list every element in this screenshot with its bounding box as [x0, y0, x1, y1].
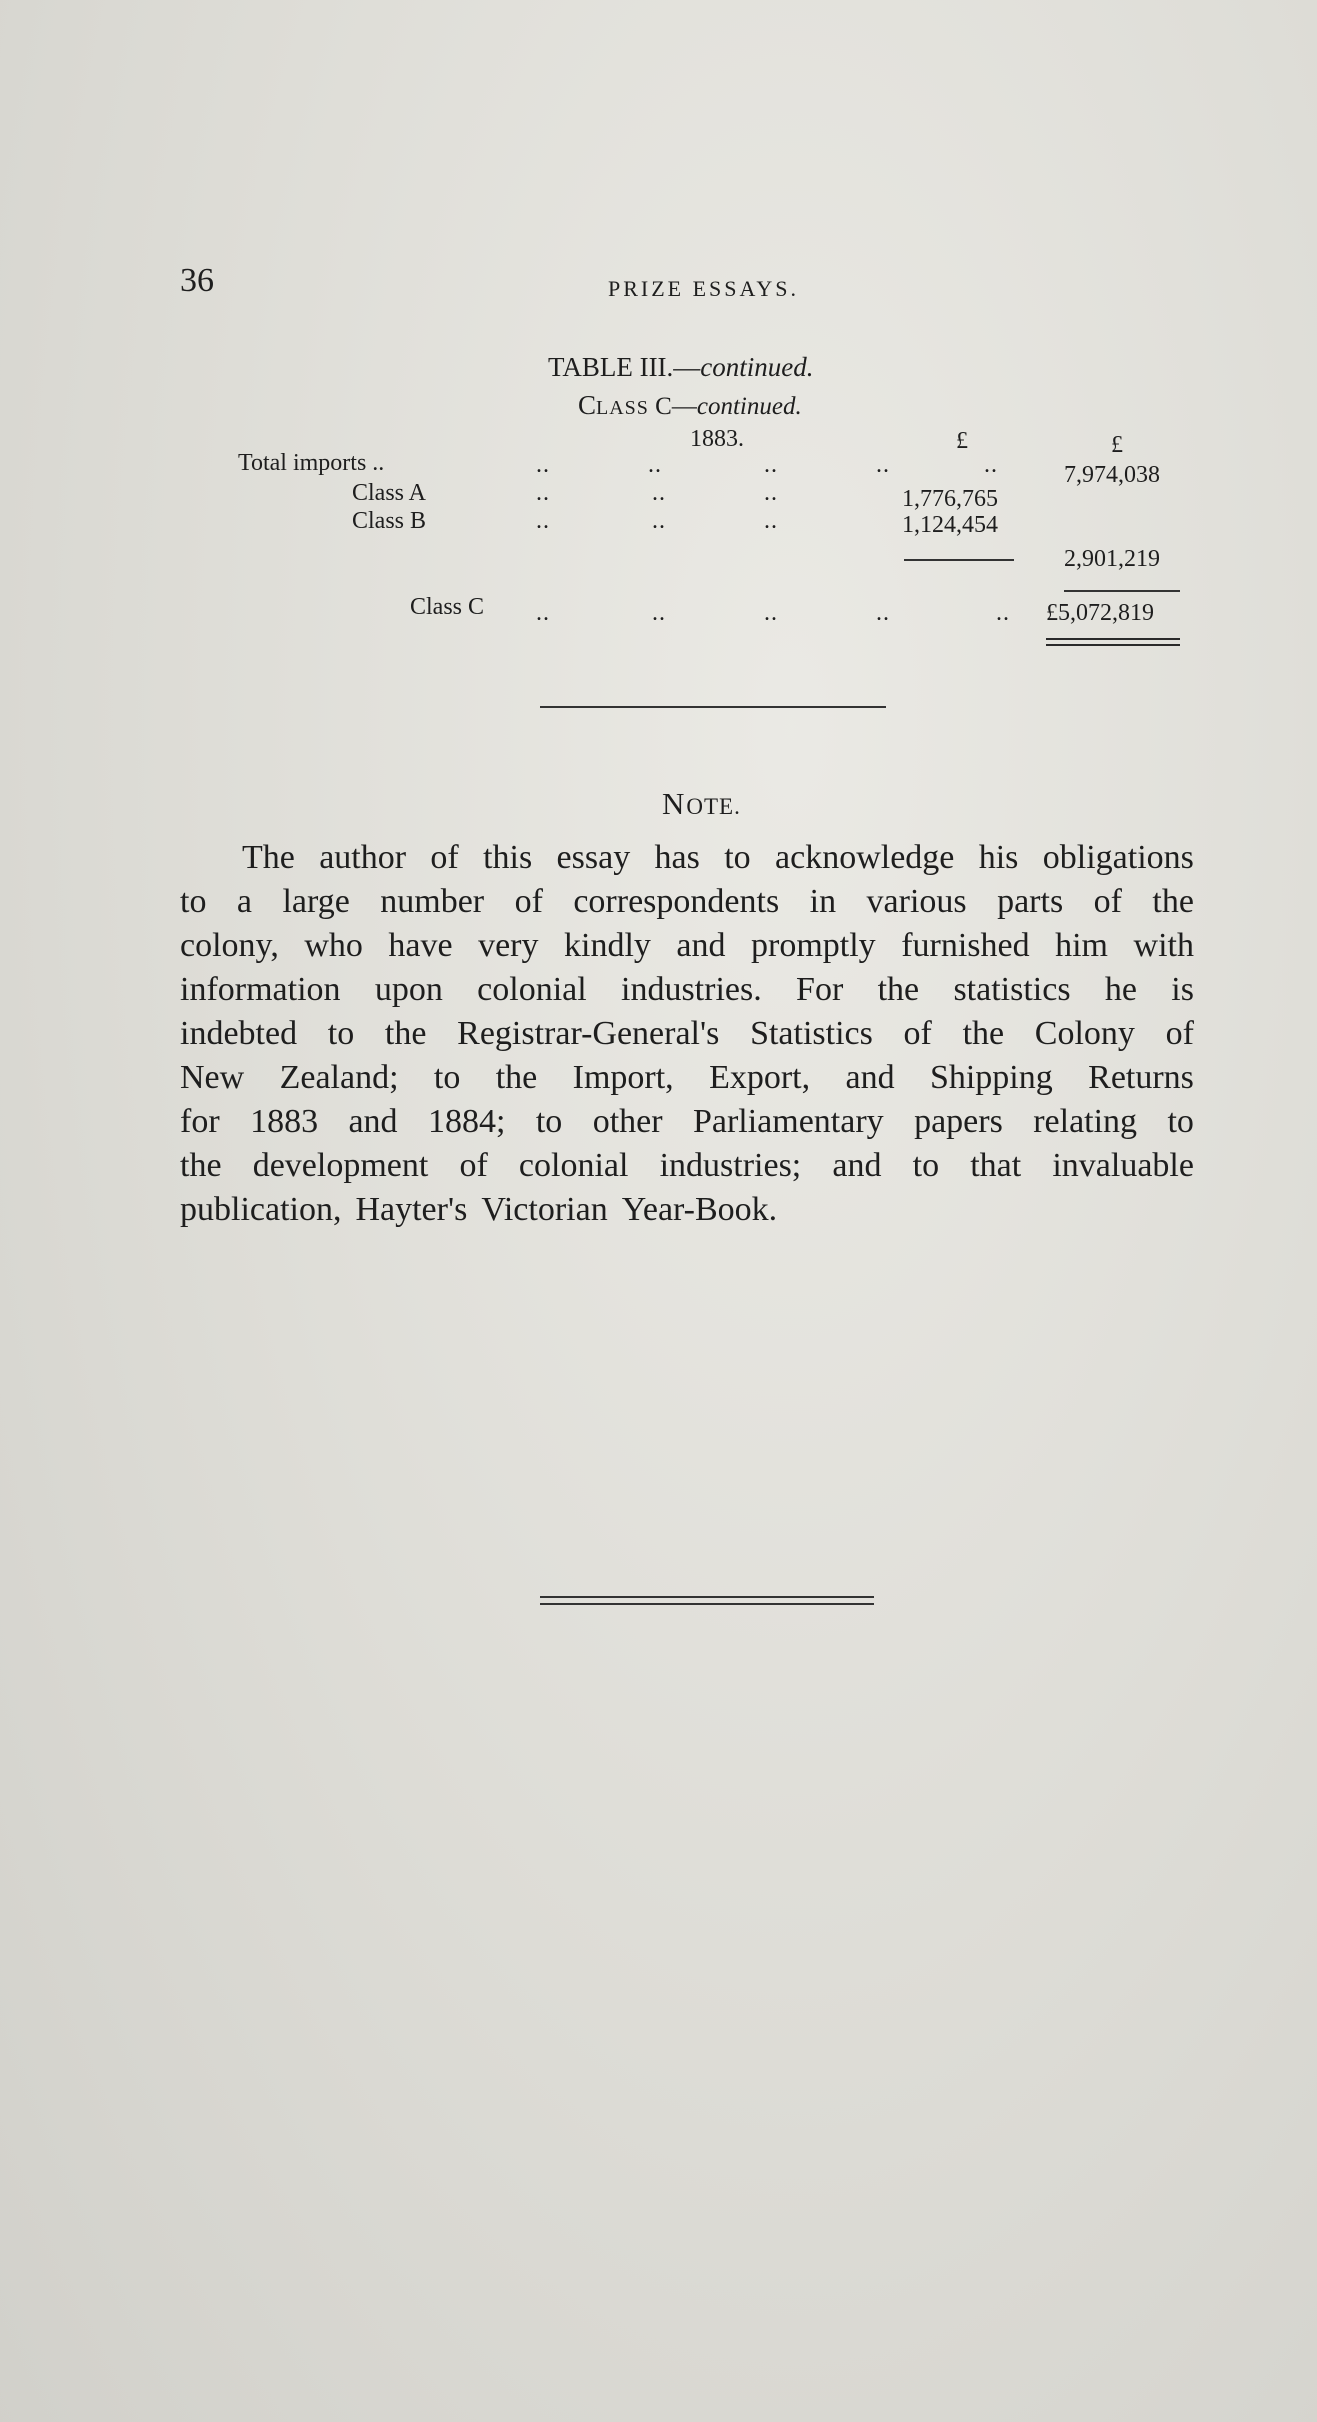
paragraph-word: development: [252, 1147, 429, 1184]
paragraph-word: is: [1171, 971, 1194, 1008]
leader-dots: ..: [764, 600, 778, 626]
leader-dots: ..: [996, 600, 1010, 626]
leader-dots: ..: [652, 508, 666, 534]
class-b-value: 1,124,454: [902, 512, 998, 538]
leader-dots: ..: [984, 452, 998, 478]
paragraph-word: information: [180, 971, 341, 1008]
paragraph-word: invaluable: [1052, 1147, 1194, 1184]
currency-heading-col1: £: [956, 428, 968, 454]
leader-dots: ..: [652, 480, 666, 506]
paragraph-word: Zealand;: [279, 1059, 399, 1096]
paragraph-line: [180, 924, 1194, 968]
paragraph-word: industries.: [621, 971, 762, 1008]
leader-dots: ..: [764, 508, 778, 534]
paragraph-word: for: [180, 1103, 220, 1140]
class-a-value: 1,776,765: [902, 486, 998, 512]
paragraph-word: Colony: [1034, 1015, 1135, 1052]
row-label-class-b: Class B: [352, 508, 427, 534]
page-number: 36: [180, 262, 214, 299]
difference-rule: [1064, 590, 1180, 592]
paragraph-word: parts: [997, 883, 1064, 920]
paragraph-line: [180, 836, 1194, 880]
paragraph-word: acknowledge: [775, 839, 955, 876]
note-heading: [662, 786, 741, 822]
paragraph-word: have: [388, 927, 453, 964]
paragraph-word: and: [832, 1147, 882, 1184]
paragraph-word: to: [1167, 1103, 1194, 1140]
paragraph-word: of: [1093, 883, 1122, 920]
row-label-class-c: Class C: [410, 594, 485, 620]
paragraph-word: For: [796, 971, 844, 1008]
section-divider: [540, 706, 886, 708]
paragraph-word: colonial: [518, 1147, 629, 1184]
paragraph-line: [180, 880, 1194, 924]
paragraph-word: industries;: [659, 1147, 802, 1184]
paragraph-word: promptly: [751, 927, 876, 964]
paragraph-word: furnished: [901, 927, 1030, 964]
class-heading-italic: continued.: [696, 393, 802, 420]
paragraph-word: of: [514, 883, 543, 920]
paragraph-word: with: [1133, 927, 1194, 964]
paragraph-word: to: [327, 1015, 355, 1052]
paragraph-word: Returns: [1088, 1059, 1194, 1096]
paragraph-word: and: [676, 927, 726, 964]
leader-dots: ..: [536, 452, 550, 478]
row-label-total-imports: Total imports ..: [238, 450, 385, 476]
paragraph-line: [180, 1012, 1194, 1056]
paragraph-word: to: [180, 883, 207, 920]
paragraph-word: the: [180, 1147, 222, 1184]
paragraph-word: The: [242, 839, 295, 876]
paragraph-word: the: [384, 1015, 427, 1052]
paragraph-line: [180, 968, 1194, 1012]
paragraph-word: Shipping: [929, 1059, 1053, 1096]
paragraph-word: publication,: [180, 1191, 342, 1228]
paragraph-word: him: [1055, 927, 1109, 964]
paragraph-word: upon: [374, 971, 443, 1008]
paragraph-word: indebted: [180, 1015, 298, 1052]
paragraph-word: of: [903, 1015, 932, 1052]
class-heading-rest: LASS: [596, 397, 649, 419]
class-c-total-value: £5,072,819: [1046, 600, 1154, 626]
paragraph-word: correspondents: [573, 883, 780, 920]
paragraph-word: relating: [1033, 1103, 1138, 1140]
leader-dots: ..: [876, 600, 890, 626]
leader-dots: ..: [536, 600, 550, 626]
closing-rule-bottom: [540, 1603, 874, 1605]
paragraph-word: Statistics: [750, 1015, 873, 1052]
total-imports-value: 7,974,038: [1064, 462, 1160, 488]
closing-rule-top: [540, 1596, 874, 1598]
class-heading: [578, 390, 802, 421]
leader-dots: ..: [536, 508, 550, 534]
paragraph-word: Export,: [709, 1059, 811, 1096]
double-rule-bottom: [1046, 644, 1180, 646]
paragraph-word: of: [430, 839, 459, 876]
row-label-class-a: Class A: [352, 480, 427, 506]
paragraph-word: very: [478, 927, 539, 964]
sum-rule: [904, 559, 1014, 561]
paragraph-word: and: [845, 1059, 895, 1096]
paragraph-word: the: [1152, 883, 1194, 920]
paragraph-word: Registrar-General's: [457, 1015, 720, 1052]
leader-dots: ..: [652, 600, 666, 626]
paragraph-word: to: [433, 1059, 461, 1096]
paragraph-word: and: [348, 1103, 398, 1140]
paragraph-line: [180, 1100, 1194, 1144]
note-heading-rest: OTE.: [686, 794, 741, 819]
paragraph-word: Victorian: [481, 1191, 608, 1228]
class-heading-cap: C: [578, 390, 597, 420]
leader-dots: ..: [764, 452, 778, 478]
paragraph-word: the: [962, 1015, 1005, 1052]
paragraph-line: [180, 1144, 1194, 1188]
paragraph-word: papers: [914, 1103, 1003, 1140]
paragraph-word: that: [970, 1147, 1022, 1184]
paragraph-word: colonial: [477, 971, 587, 1008]
paragraph-word: statistics: [953, 971, 1071, 1008]
paragraph-line: [180, 1188, 1194, 1232]
paragraph-word: 1883: [250, 1103, 319, 1140]
paragraph-word: number: [380, 883, 485, 920]
leader-dots: ..: [648, 452, 662, 478]
paragraph-word: in: [809, 883, 837, 920]
paragraph-word: of: [459, 1147, 488, 1184]
year-heading: 1883.: [690, 426, 744, 452]
table-title-prefix: TABLE III.—: [548, 352, 701, 382]
paragraph-word: kindly: [564, 927, 651, 964]
paragraph-word: he: [1104, 971, 1137, 1008]
paragraph-word: has: [654, 839, 700, 876]
table-title: [548, 352, 814, 383]
paragraph-word: other: [592, 1103, 663, 1140]
class-heading-letter: C—: [648, 393, 697, 420]
paragraph-word: essay: [556, 839, 631, 876]
leader-dots: ..: [536, 480, 550, 506]
paragraph-word: to: [724, 839, 751, 876]
paragraph-word: various: [866, 883, 967, 920]
paragraph-word: this: [483, 839, 533, 876]
paragraph-word: the: [495, 1059, 538, 1096]
paragraph-word: colony,: [180, 927, 279, 964]
paragraph-word: a: [236, 883, 252, 920]
paragraph-word: Hayter's: [355, 1191, 468, 1228]
note-paragraph: [180, 836, 1194, 1232]
double-rule-top: [1046, 638, 1180, 640]
paragraph-word: his: [978, 839, 1019, 876]
paragraph-line: [180, 1056, 1194, 1100]
paragraph-word: of: [1165, 1015, 1194, 1052]
paragraph-word: the: [877, 971, 920, 1008]
paragraph-word: to: [912, 1147, 940, 1184]
paragraph-word: author: [319, 839, 407, 876]
running-head: PRIZE ESSAYS.: [608, 276, 800, 301]
paragraph-word: who: [304, 927, 363, 964]
paragraph-word: New: [180, 1059, 245, 1096]
currency-heading-col2: £: [1111, 432, 1123, 458]
table-title-italic: continued.: [700, 352, 814, 382]
leader-dots: ..: [876, 452, 890, 478]
paragraph-word: Year-Book.: [621, 1191, 778, 1228]
paragraph-word: obligations: [1042, 839, 1194, 876]
paragraph-word: Import,: [572, 1059, 674, 1096]
paragraph-word: to: [535, 1103, 563, 1140]
paragraph-word: Parliamentary: [692, 1103, 884, 1140]
note-heading-cap: N: [662, 786, 687, 821]
paragraph-word: large: [282, 883, 350, 920]
leader-dots: ..: [764, 480, 778, 506]
classes-a-b-subtotal-value: 2,901,219: [1064, 546, 1160, 572]
paragraph-word: 1884;: [427, 1103, 506, 1140]
